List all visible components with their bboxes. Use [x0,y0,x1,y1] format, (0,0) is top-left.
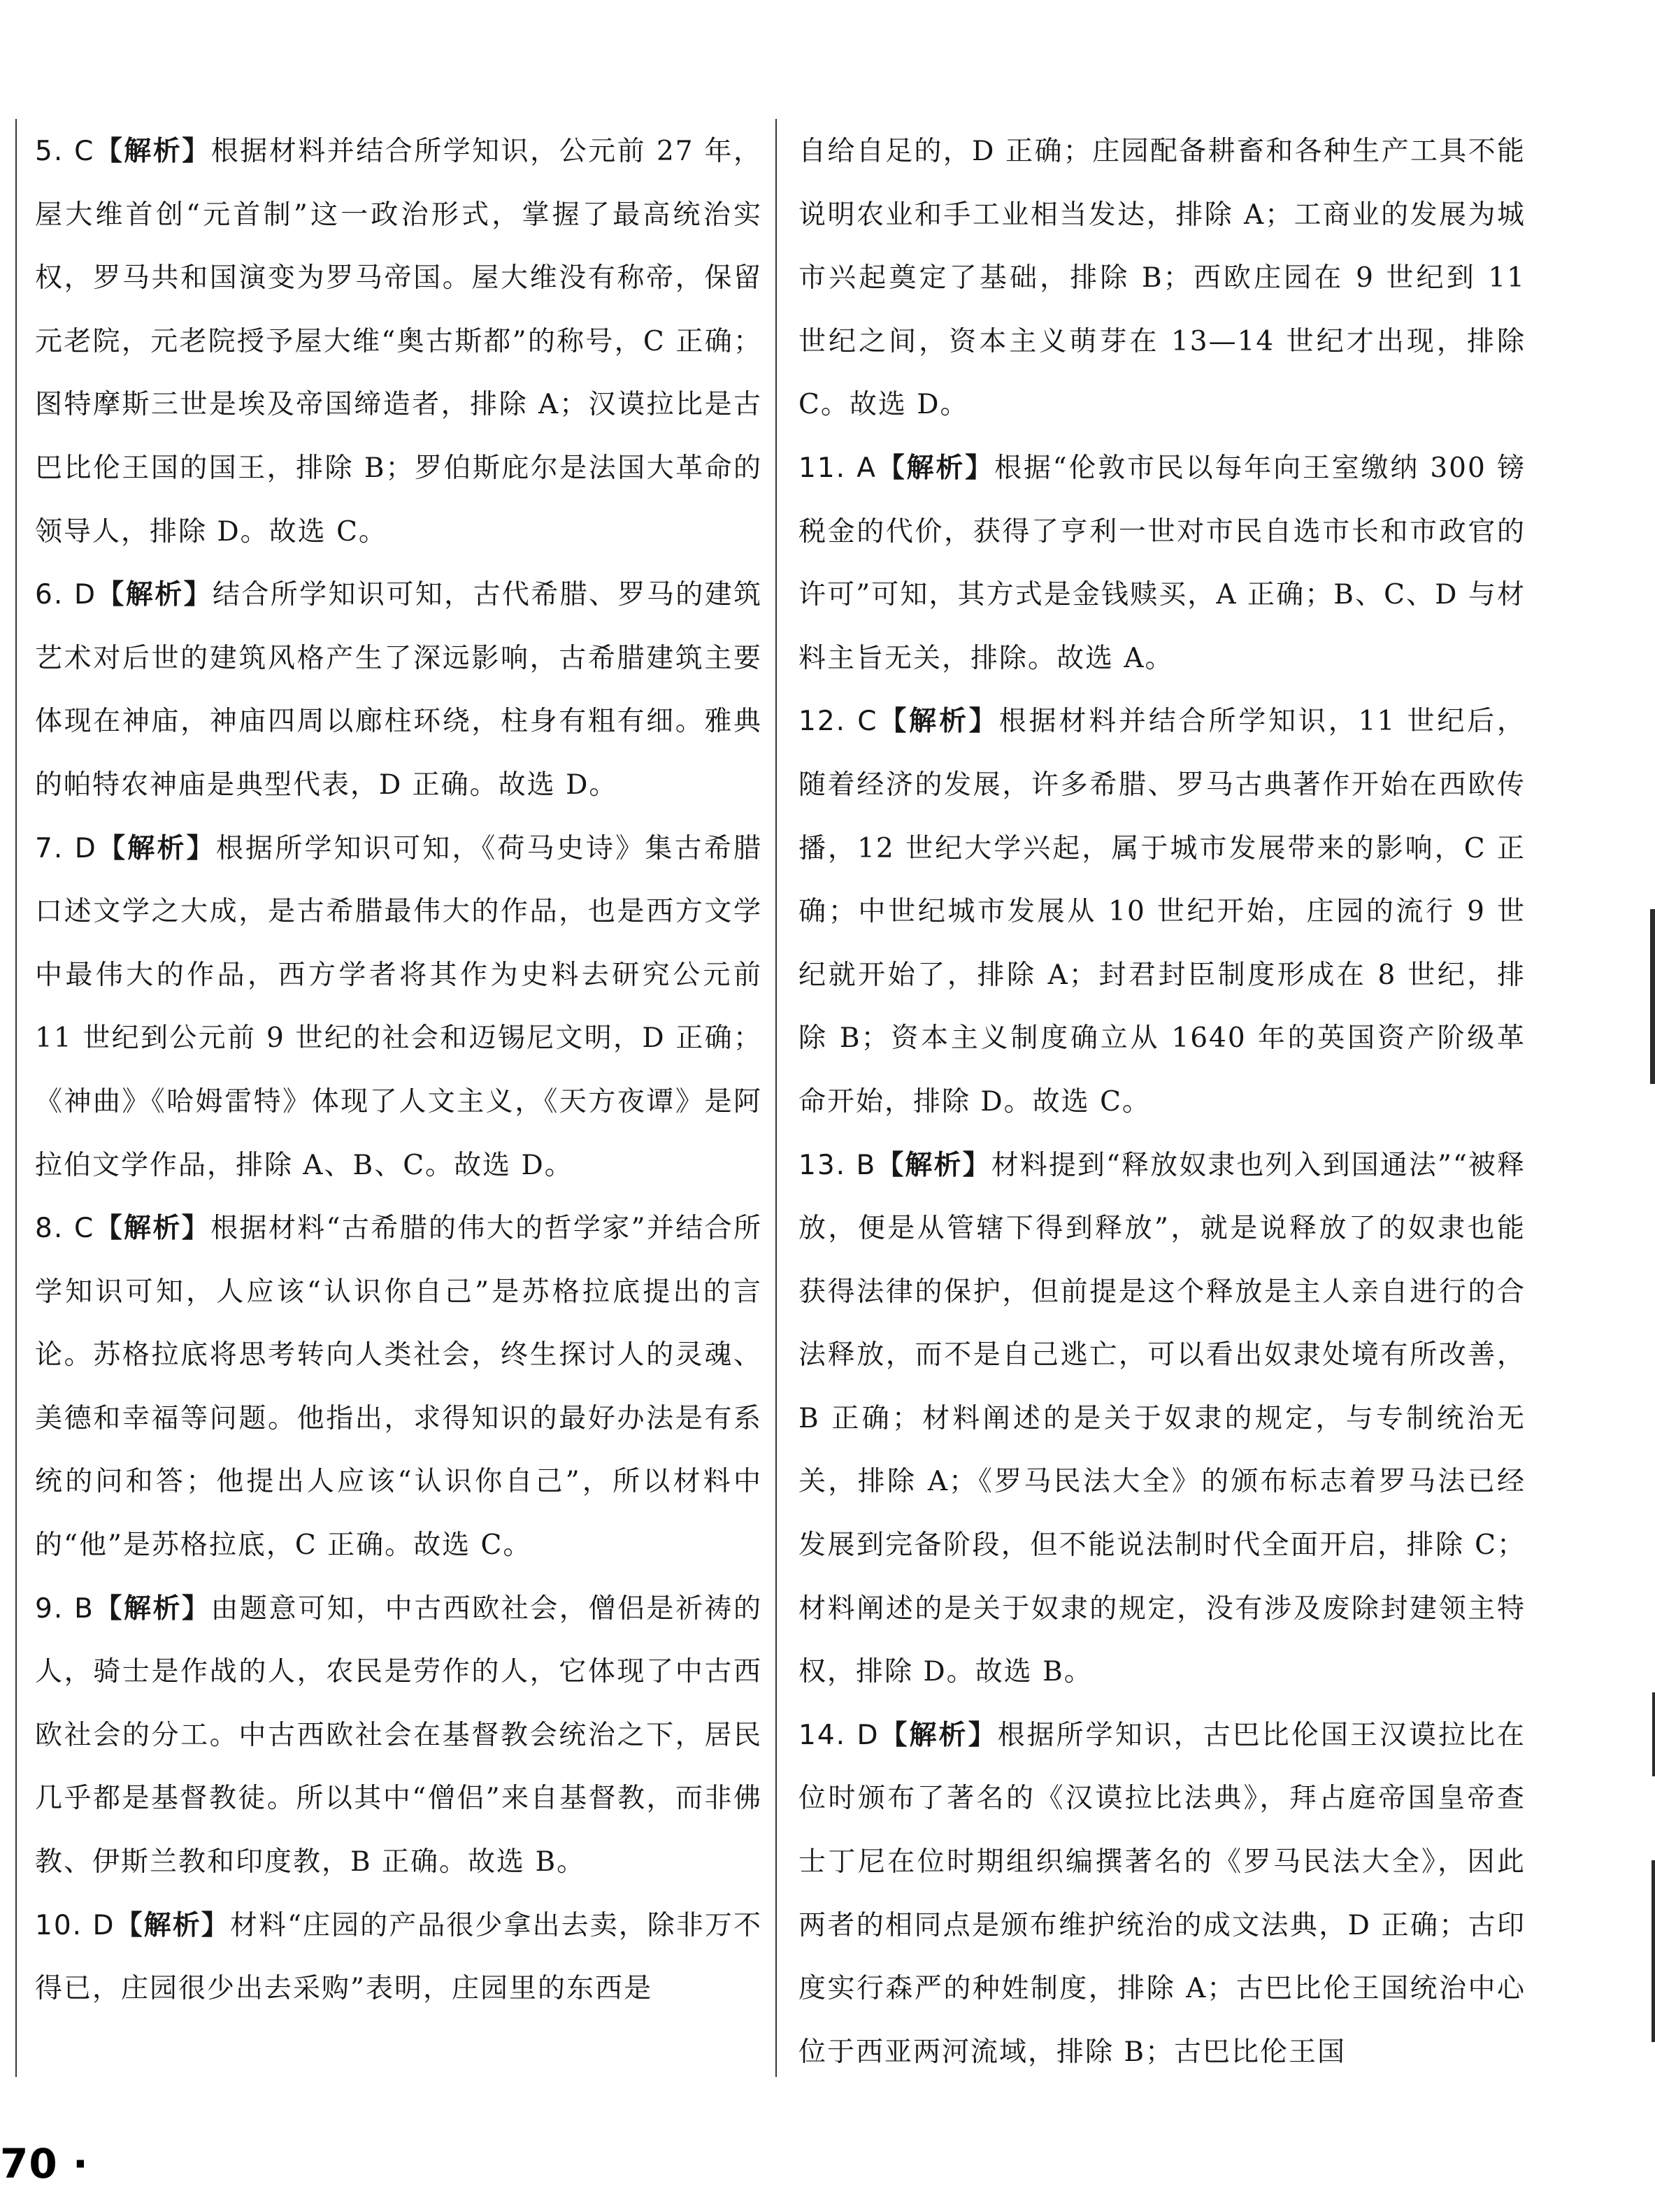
analysis-tag: 【解析】 [94,136,211,167]
answer-text: 结合所学知识可知，古代希腊、罗马的建筑艺术对后世的建筑风格产生了深远影响，古希腊建筑主要体现在神庙，神庙四周以廊柱环绕，柱身有粗有细。雅典的帕特农神庙是典型代表，D 正确。故选 D。 [35,579,762,801]
answer-text: 材料提到“释放奴隶也列入到国通法”“被释放，便是从管辖下得到释放”，就是说释放了的奴隶也能获得法律的保护，但前提是这个释放是主人亲自进行的合法释放，而不是自己逃亡，可以看出奴隶处境有所改善，B 正确；材料阐述的是关于奴隶的规定，与专制统治无关，排除 A；《罗马民法大全》的颁布标志着罗马法已经发展到完备阶段，但不能说法制时代全面开启，排除 C；材料阐述的是关于奴隶的规定，没有涉及废除封建领主特权，排除 D。故选 B。 [798,1149,1526,1688]
scan-edge-mark [1650,909,1655,1084]
answer-entry-10 [35,1895,762,2021]
answer-text: 根据所学知识，古巴比伦国王汉谟拉比在位时颁布了著名的《汉谟拉比法典》，拜占庭帝国皇帝查士丁尼在位时期组织编撰著名的《罗马民法大全》，因此两者的相同点是颁布维护统治的成文法典，D 正确；古印度实行森严的种姓制度，排除 A；古巴比伦王国统治中心位于西亚两河流域，排除 B；古巴比伦王国 [798,1719,1526,2068]
left-margin-rule [15,119,17,2077]
answer-entry-5 [35,120,762,564]
answer-entry-6 [35,564,762,817]
analysis-tag: 【解析】 [115,1909,230,1941]
question-number: 9. B [35,1592,94,1625]
analysis-tag: 【解析】 [94,1592,211,1625]
scan-edge-mark [1652,1692,1655,1776]
answer-text: 根据“伦敦市民以每年向王室缴纳 300 镑税金的代价，获得了亨利一世对市民自选市长和市政官的许可”可知，其方式是金钱赎买，A 正确；B、C、D 与材料主旨无关，排除。故选 A。 [798,452,1526,674]
answer-entry-9 [35,1578,762,1895]
answer-entry-13 [798,1134,1526,1704]
analysis-tag: 【解析】 [96,832,216,864]
page-number-value: 70 [0,2140,58,2188]
question-number: 5. C [35,136,95,167]
right-column [798,120,1526,2084]
question-number: 10. D [35,1909,115,1941]
analysis-tag: 【解析】 [876,452,994,484]
answer-text: 材料“庄园的产品很少拿出去卖，除非万不得已，庄园很少出去采购”表明，庄园里的东西是 [35,1909,762,2005]
answer-text: 由题意可知，中古西欧社会，僧侣是祈祷的人，骑士是作战的人，农民是劳作的人，它体现了中古西欧社会的分工。中古西欧社会在基督教会统治之下，居民几乎都是基督教徒。所以其中“僧侣”来自基督教，而非佛教、伊斯兰教和印度教，B 正确。故选 B。 [35,1592,762,1878]
answer-entry-14 [798,1704,1526,2085]
analysis-tag: 【解析】 [876,1149,991,1181]
analysis-tag: 【解析】 [94,1213,211,1245]
page-number [0,2140,89,2188]
question-number: 14. D [798,1719,880,1751]
answer-text: 根据所学知识可知，《荷马史诗》集古希腊口述文学之大成，是古希腊最伟大的作品，也是西方文学中最伟大的作品，西方学者将其作为史料去研究公元前 11 世纪到公元前 9 世纪的社会和迈锡尼文明，D 正确；《神曲》《哈姆雷特》体现了人文主义，《天方夜谭》是阿拉伯文学作品，排除 A、B、C。故选 D。 [35,832,762,1181]
question-number: 6. D [35,579,97,611]
question-number: 8. C [35,1213,95,1245]
answer-text: 根据材料“古希腊的伟大的哲学家”并结合所学知识可知，人应该“认识你自己”是苏格拉底提出的言论。苏格拉底将思考转向人类社会，终生探讨人的灵魂、美德和幸福等问题。他指出，求得知识的最好办法是有系统的问和答；他提出人应该“认识你自己”，所以材料中的“他”是苏格拉底，C 正确。故选 C。 [35,1213,762,1562]
analysis-tag: 【解析】 [879,1719,998,1751]
page-number-dot: · [57,2140,89,2188]
question-number: 13. B [798,1149,877,1181]
question-number: 7. D [35,832,97,864]
answer-entry-10-continued: 自给自足的，D 正确；庄园配备耕畜和各种生产工具不能说明农业和手工业相当发达，排除 A；工商业的发展为城市兴起奠定了基础，排除 B；西欧庄园在 9 世纪到 11 世纪之间，资本主义萌芽在 13—14 世纪才出现，排除 C。故选 D。 [798,136,1526,421]
analysis-tag: 【解析】 [877,706,999,738]
answer-text: 根据材料并结合所学知识，11 世纪后，随着经济的发展，许多希腊、罗马古典著作开始在西欧传播，12 世纪大学兴起，属于城市发展带来的影响，C 正确；中世纪城市发展从 10 世纪开始，庄园的流行 9 世纪就开始了，排除 A；封君封臣制度形成在 8 世纪，排除 B；资本主义制度确立从 1640 年的英国资产阶级革命开始，排除 D。故选 C。 [798,706,1526,1118]
answer-entry-8 [35,1197,762,1578]
answer-text: 根据材料并结合所学知识，公元前 27 年，屋大维首创“元首制”这一政治形式，掌握了最高统治实权，罗马共和国演变为罗马帝国。屋大维没有称帝，保留元老院，元老院授予屋大维“奥古斯都”的称号，C 正确；图特摩斯三世是埃及帝国缔造者，排除 A；汉谟拉比是古巴比伦王国的国王，排除 B；罗伯斯庇尔是法国大革命的领导人，排除 D。故选 C。 [35,136,762,548]
question-number: 12. C [798,706,878,738]
answer-entry-12 [798,690,1526,1134]
left-column [35,120,762,2021]
answer-entry-7 [35,818,762,1198]
column-divider-rule [775,119,777,2077]
scan-edge-mark [1652,1860,1655,2042]
question-number: 11. A [798,452,877,484]
analysis-tag: 【解析】 [96,579,213,611]
answer-entry-11 [798,437,1526,690]
